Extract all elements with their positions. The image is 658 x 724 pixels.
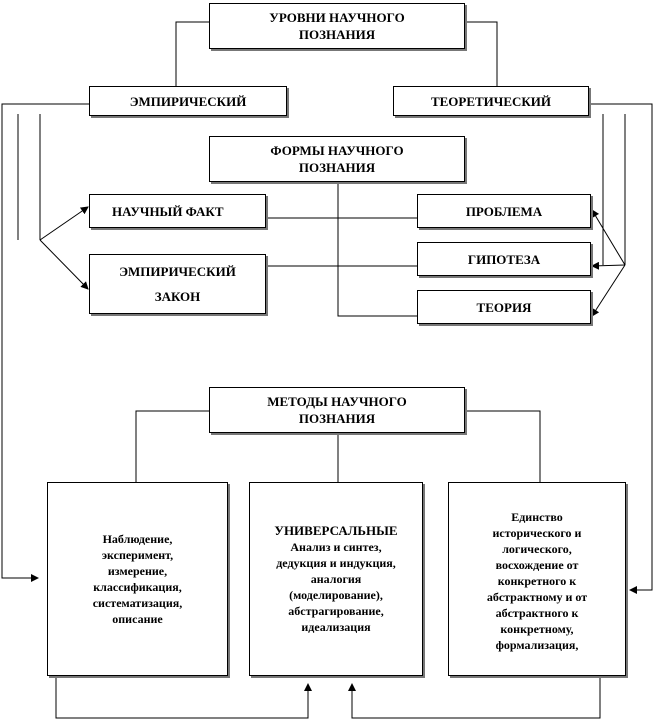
arrow-to-hypothesis <box>592 265 625 266</box>
universal-methods-box <box>249 482 423 676</box>
theoretical-methods-text: Единство исторического и логического, восхождение от конкретного к абстрактному и от абстрактного к конкретному, формализация, <box>486 510 588 652</box>
forms-title-box <box>209 136 465 182</box>
arrow-right-to-universal <box>352 676 600 718</box>
arrow-to-fact <box>40 207 88 240</box>
forms-title: ФОРМЫ НАУЧНОГО ПОЗНАНИЯ <box>270 143 404 175</box>
hypothesis-box <box>417 242 591 276</box>
arrow-to-problem <box>592 210 625 265</box>
connector-levels-theoretical <box>465 22 497 88</box>
empirical-law-line2: ЗАКОН <box>154 289 201 304</box>
methods-title: МЕТОДЫ НАУЧНОГО ПОЗНАНИЯ <box>267 394 407 426</box>
empirical-level-box <box>89 86 287 116</box>
empirical-methods-text: Наблюдение, эксперимент, измерение, классификация, систематизация, описание <box>92 532 183 626</box>
connector-theoretical-bracket <box>603 114 625 265</box>
arrow-left-to-universal <box>56 676 308 718</box>
arrow-to-theory <box>592 265 625 316</box>
levels-title: УРОВНИ НАУЧНОГО ПОЗНАНИЯ <box>269 10 405 42</box>
fact-label: НАУЧНЫЙ ФАКТ <box>112 203 224 219</box>
theoretical-methods-box <box>448 482 626 676</box>
problem-box <box>417 194 591 228</box>
empirical-law-box <box>89 254 266 314</box>
theory-label: ТЕОРИЯ <box>476 299 532 315</box>
theoretical-level-box <box>393 86 589 116</box>
levels-title-box <box>209 3 465 49</box>
fact-box <box>89 194 266 228</box>
empirical-law-line1: ЭМПИРИЧЕСКИЙ <box>119 264 236 279</box>
theory-box <box>417 290 591 324</box>
theoretical-level-label: ТЕОРЕТИЧЕСКИЙ <box>430 93 552 109</box>
universal-methods-heading: УНИВЕРСАЛЬНЫЕ <box>274 523 398 538</box>
hypothesis-label: ГИПОТЕЗА <box>467 251 541 267</box>
universal-methods-text: Анализ и синтез, дедукция и индукция, аналогия (моделирование), абстрагирование, идеализация <box>276 540 396 634</box>
problem-label: ПРОБЛЕМА <box>465 203 543 219</box>
empirical-level-label: ЭМПИРИЧЕСКИЙ <box>129 93 247 109</box>
connector-forms-spine <box>338 182 418 316</box>
empirical-methods-box <box>47 482 228 676</box>
connector-empirical-bracket <box>18 114 40 240</box>
arrow-to-law <box>40 240 88 289</box>
connector-levels-empirical <box>176 22 210 88</box>
methods-title-box <box>209 387 465 433</box>
